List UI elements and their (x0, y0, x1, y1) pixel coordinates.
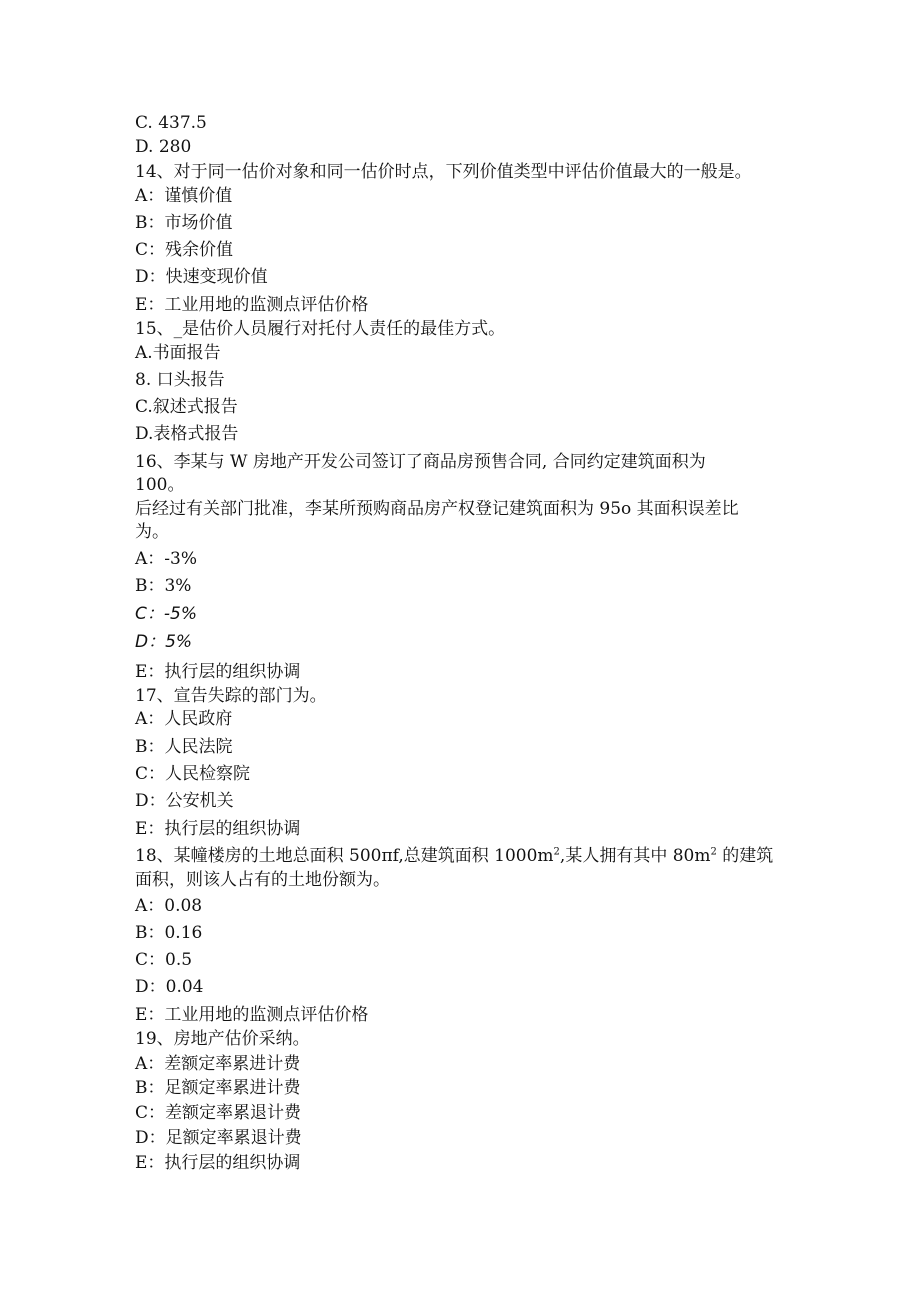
option-b-q15: 8. 口头报告 (135, 370, 225, 390)
option-b-q14: B：市场价值 (135, 213, 233, 233)
question-18-line2: 面积，则该人占有的土地份额为。 (135, 870, 390, 890)
option-e-q16: E：执行层的组织协调 (135, 662, 301, 682)
option-a-q19: A：差额定率累进计费 (135, 1054, 301, 1074)
option-b-q16: B：3% (135, 576, 192, 596)
question-14: 14、对于同一估价对象和同一估价时点，下列价值类型中评估价值最大的一般是。 (135, 162, 752, 182)
option-c-q13: C. 437.5 (135, 113, 207, 133)
option-a-q14: A：谨慎价值 (135, 186, 233, 206)
option-d-q19: D：足额定率累退计费 (135, 1128, 302, 1148)
question-16-line4: 为。 (135, 522, 169, 542)
superscript-2: 2 (710, 846, 717, 858)
option-a-q18: A：0.08 (135, 896, 203, 916)
option-d-q13: D. 280 (135, 137, 192, 157)
option-d-q17: D：公安机关 (135, 791, 234, 811)
option-c-q17: C：人民检察院 (135, 764, 251, 784)
question-18-start: 18、某幢楼房的土地总面积 500πf,总建筑面积 1000m (135, 846, 554, 866)
question-16-line2: 100。 (135, 475, 185, 495)
option-d-q15: D.表格式报告 (135, 424, 239, 444)
question-19: 19、房地产估价采纳。 (135, 1029, 310, 1049)
question-18-line1 (135, 846, 773, 866)
option-c-q19: C：差额定率累退计费 (135, 1103, 302, 1123)
option-a-q15: A.书面报告 (135, 343, 221, 363)
option-b-q17: B：人民法院 (135, 737, 233, 757)
option-c-q18: C：0.5 (135, 950, 193, 970)
question-16-line3: 后经过有关部门批准，李某所预购商品房产权登记建筑面积为 95o 其面积误差比 (135, 499, 739, 519)
option-e-q14: E：工业用地的监测点评估价格 (135, 295, 369, 315)
option-c-q15: C.叙述式报告 (135, 397, 238, 417)
question-18-mid: ,某人拥有其中 80m (559, 846, 711, 866)
option-c-q16: C：-5% (135, 604, 197, 624)
option-b-q19: B：足额定率累进计费 (135, 1078, 301, 1098)
option-e-q17: E：执行层的组织协调 (135, 819, 301, 839)
option-e-q18: E：工业用地的监测点评估价格 (135, 1005, 369, 1025)
question-16-line1: 16、李某与 W 房地产开发公司签订了商品房预售合同, 合同约定建筑面积为 (135, 452, 706, 472)
option-a-q16: A：-3% (135, 549, 197, 569)
option-d-q16: D：5% (135, 632, 193, 652)
option-b-q18: B：0.16 (135, 923, 203, 943)
option-e-q19: E：执行层的组织协调 (135, 1153, 301, 1173)
option-a-q17: A：人民政府 (135, 709, 233, 729)
option-d-q14: D：快速变现价值 (135, 267, 268, 287)
superscript-2: 2 (553, 846, 560, 858)
question-15: 15、_是估价人员履行对托付人责任的最佳方式。 (135, 319, 506, 339)
option-c-q14: C：残余价值 (135, 240, 234, 260)
question-17: 17、宣告失踪的部门为。 (135, 686, 327, 706)
option-d-q18: D：0.04 (135, 977, 204, 997)
question-18-tail: 的建筑 (716, 846, 774, 866)
